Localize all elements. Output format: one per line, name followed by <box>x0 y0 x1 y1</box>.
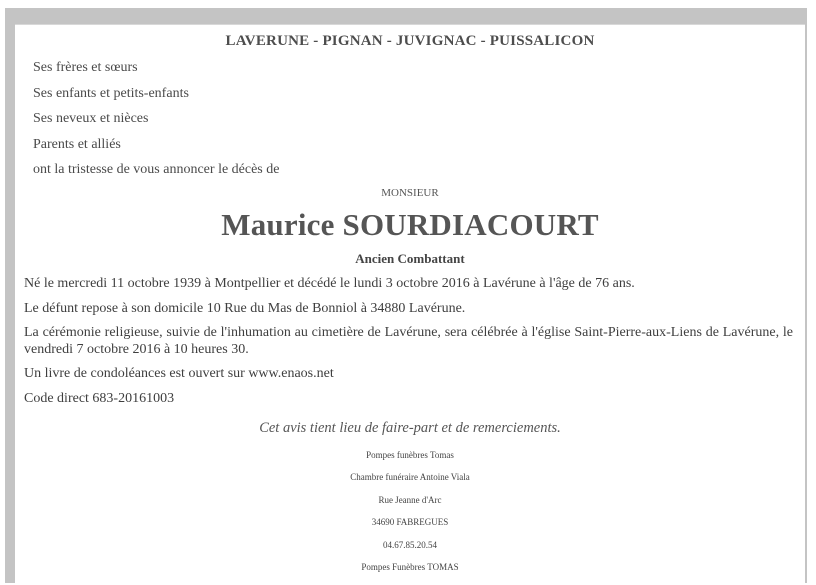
towns-header: LAVERUNE - PIGNAN - JUVIGNAC - PUISSALICON <box>225 33 595 49</box>
page-frame <box>5 8 807 583</box>
funeral-home-info <box>15 449 805 583</box>
ceremony-text: La cérémonie religieuse, suivie de l'inhumation au cimetière de Lavérune, sera célébrée à l'église Saint-Pierre-aux-Liens de Lavérune, le vendredi 7 octobre 2016 à 10 heures 30. <box>24 325 793 357</box>
announcement-line: ont la tristesse de vous annoncer le décès de <box>33 162 280 177</box>
family-line: Parents et alliés <box>33 136 121 152</box>
deceased-name: Maurice SOURDIACOURT <box>221 207 599 242</box>
direct-code: Code direct 683-20161003 <box>24 390 175 406</box>
deceased-title: Ancien Combattant <box>355 251 465 266</box>
civility: MONSIEUR <box>381 187 439 199</box>
funeral-home-signature: Pompes Funèbres TOMAS <box>361 561 459 572</box>
rest-place-text: Le défunt repose à son domicile 10 Rue du Mas de Bonniol à 34880 Lavérune. <box>24 300 466 316</box>
family-line: Ses enfants et petits-enfants <box>33 85 189 101</box>
obituary-notice <box>15 24 805 585</box>
funeral-home-name: Pompes funèbres Tomas <box>366 450 454 460</box>
funeral-home-city: 34690 FABREGUES <box>371 517 449 528</box>
funeral-room-name: Chambre funéraire Antoine Viala <box>350 472 470 483</box>
funeral-home-phone: 04.67.85.20.54 <box>383 539 437 550</box>
birth-death-text: Né le mercredi 11 octobre 1939 à Montpellier et décédé le lundi 3 octobre 2016 à Lavérune à l'âge de 76 ans. <box>24 276 635 291</box>
condolences-text: Un livre de condoléances est ouvert sur www.enaos.net <box>24 366 334 381</box>
notice-body <box>24 276 793 415</box>
family-line: Ses frères et sœurs <box>33 60 138 75</box>
closing-note: Cet avis tient lieu de faire-part et de remerciements. <box>259 420 561 436</box>
funeral-home-street: Rue Jeanne d'Arc <box>378 494 442 505</box>
family-line: Ses neveux et nièces <box>33 111 149 126</box>
family-list <box>33 59 279 187</box>
